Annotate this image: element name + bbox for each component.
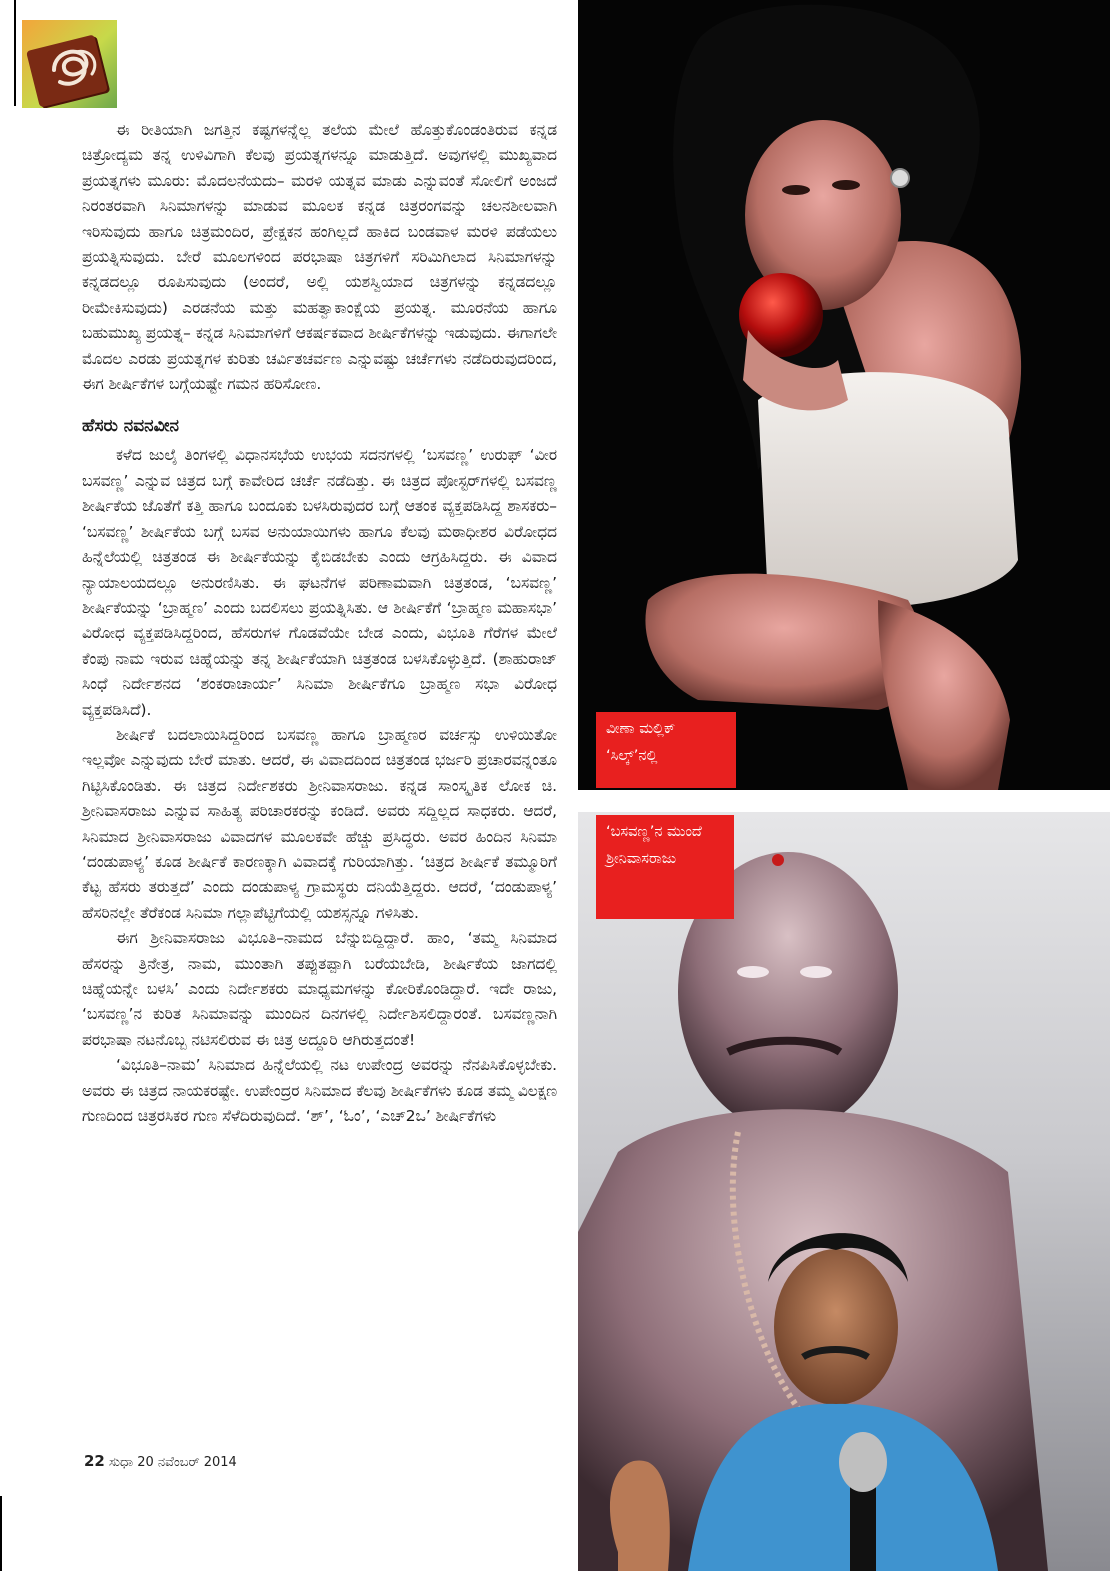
director-illustration xyxy=(578,812,1110,1571)
page-footer xyxy=(84,1452,237,1470)
issue-date: 20 ನವೆಂಬರ್ 2014 xyxy=(137,1455,237,1470)
photo-caption: ‘ಬಸವಣ್ಣ’ನ ಮುಂದೆ ಶ್ರೀನಿವಾಸರಾಜು xyxy=(596,815,734,919)
page-number: 22 xyxy=(84,1452,105,1470)
article-paragraph: ಕಳೆದ ಜುಲೈ ತಿಂಗಳಲ್ಲಿ ವಿಧಾನಸಭೆಯ ಉಭಯ ಸದನಗಳಲ್ಲಿ ‘ಬಸವಣ್ಣ’ ಉರುಫ್ ‘ವೀರ ಬಸವಣ್ಣ’ ಎನ್ನುವ ಚಿತ್ರದ ಬಗ್ಗೆ ಕಾವೇರಿದ ಚರ್ಚೆ ನಡೆದಿತ್ತು. ಈ ಚಿತ್ರದ ಪೋಸ್ಟರ್‌ಗಳಲ್ಲಿ ಬಸವಣ್ಣ ಶೀರ್ಷಿಕೆಯ ಜೊತೆಗೆ ಕತ್ತಿ ಹಾಗೂ ಬಂದೂಕು ಬಳಸಿರುವುದರ ಬಗ್ಗೆ ಆತಂಕ ವ್ಯಕ್ತಪಡಿಸಿದ್ದ ಶಾಸಕರು– ‘ಬಸವಣ್ಣ’ ಶೀರ್ಷಿಕೆಯ ಬಗ್ಗೆ ಬಸವ ಅನುಯಾಯಿಗಳು ಹಾಗೂ ಕೆಲವು ಮಠಾಧೀಶರ ವಿರೋಧದ ಹಿನ್ನೆಲೆಯಲ್ಲಿ ಚಿತ್ರತಂಡ ಈ ಶೀರ್ಷಿಕೆಯನ್ನು ಕೈಬಿಡಬೇಕು ಎಂದು ಆಗ್ರಹಿಸಿದ್ದರು. ಈ ವಿವಾದ ನ್ಯಾಯಾಲಯದಲ್ಲೂ ಅನುರಣಿಸಿತು. ಈ ಘಟನೆಗಳ ಪರಿಣಾಮವಾಗಿ ಚಿತ್ರತಂಡ, ‘ಬಸವಣ್ಣ’ ಶೀರ್ಷಿಕೆಯನ್ನು ‘ಬ್ರಾಹ್ಮಣ’ ಎಂದು ಬದಲಿಸಲು ಪ್ರಯತ್ನಿಸಿತು. ಆ ಶೀರ್ಷಿಕೆಗೆ ‘ಬ್ರಾಹ್ಮಣ ಮಹಾಸಭಾ’ ವಿರೋಧ ವ್ಯಕ್ತಪಡಿಸಿದ್ದರಿಂದ, ಹೆಸರುಗಳ ಗೊಡವೆಯೇ ಬೇಡ ಎಂದು, ವಿಭೂತಿ ಗೆರೆಗಳ ಮೇಲೆ ಕೆಂಪು ನಾಮ ಇರುವ ಚಿಹ್ನೆಯನ್ನು ತನ್ನ ಶೀರ್ಷಿಕೆಯಾಗಿ ಚಿತ್ರತಂಡ ಬಳಸಿಕೊಳ್ಳುತ್ತಿದೆ. (ಶಾಹುರಾಜ್ ಸಿಂಧೆ ನಿರ್ದೇಶನದ ‘ಶಂಕರಾಚಾರ್ಯ’ ಸಿನಿಮಾ ಶೀರ್ಷಿಕೆಗೂ ಬ್ರಾಹ್ಮಣ ಸಭಾ ವಿರೋಧ ವ್ಯಕ್ತಪಡಿಸಿದೆ). xyxy=(82,446,557,719)
article-paragraph: ಈಗ ಶ್ರೀನಿವಾಸರಾಜು ವಿಭೂತಿ–ನಾಮದ ಬೆನ್ನುಬಿದ್ದಿದ್ದಾರೆ. ಹಾಂ, ‘ತಮ್ಮ ಸಿನಿಮಾದ ಹೆಸರನ್ನು ತ್ರಿನೇತ್ರ, ನಾಮ, ಮುಂತಾಗಿ ತಪ್ಪುತಪ್ಪಾಗಿ ಬರೆಯಬೇಡಿ, ಶೀರ್ಷಿಕೆಯ ಜಾಗದಲ್ಲಿ ಚಿಹ್ನೆಯನ್ನೇ ಬಳಸಿ’ ಎಂದು ನಿರ್ದೇಶಕರು ಮಾಧ್ಯಮಗಳನ್ನು ಕೋರಿಕೊಂಡಿದ್ದಾರೆ. ಇದೇ ರಾಜು, ‘ಬಸವಣ್ಣ’ನ ಕುರಿತ ಸಿನಿಮಾವನ್ನು ಮುಂದಿನ ದಿನಗಳಲ್ಲಿ ನಿರ್ದೇಶಿಸಲಿದ್ದಾರಂತೆ. ಬಸವಣ್ಣನಾಗಿ ಪರಭಾಷಾ ನಟನೊಬ್ಬ ನಟಿಸಲಿರುವ ಈ ಚಿತ್ರ ಅದ್ದೂರಿ ಆಗಿರುತ್ತದಂತೆ! xyxy=(82,929,557,1049)
article-paragraph: ಶೀರ್ಷಿಕೆ ಬದಲಾಯಿಸಿದ್ದರಿಂದ ಬಸವಣ್ಣ ಹಾಗೂ ಬ್ರಾಹ್ಮಣರ ವರ್ಚಸ್ಸು ಉಳಿಯಿತೋ ಇಲ್ಲವೋ ಎನ್ನುವುದು ಬೇರೆ ಮಾತು. ಆದರೆ, ಈ ವಿವಾದದಿಂದ ಚಿತ್ರತಂಡ ಭರ್ಜರಿ ಪ್ರಚಾರವನ್ನಂತೂ ಗಿಟ್ಟಿಸಿಕೊಂಡಿತು. ಈ ಚಿತ್ರದ ನಿರ್ದೇಶಕರು ಶ್ರೀನಿವಾಸರಾಜು. ಕನ್ನಡ ಸಾಂಸ್ಕೃತಿಕ ಲೋಕ ಚಿ. ಶ್ರೀನಿವಾಸರಾಜು ಎನ್ನುವ ಸಾಹಿತ್ಯ ಪರಿಚಾರಕರನ್ನು ಕಂಡಿದೆ. ಅವರು ಸದ್ದಿಲ್ಲದ ಸಾಧಕರು. ಆದರೆ, ಸಿನಿಮಾದ ಶ್ರೀನಿವಾಸರಾಜು ವಿವಾದಗಳ ಮೂಲಕವೇ ಹೆಚ್ಚು ಪ್ರಸಿದ್ಧರು. ಅವರ ಹಿಂದಿನ ಸಿನಿಮಾ ‘ದಂಡುಪಾಳ್ಯ’ ಕೂಡ ಶೀರ್ಷಿಕೆ ಕಾರಣಕ್ಕಾಗಿ ವಿವಾದಕ್ಕೆ ಗುರಿಯಾಗಿತ್ತು. ‘ಚಿತ್ರದ ಶೀರ್ಷಿಕೆ ತಮ್ಮೂರಿಗೆ ಕೆಟ್ಟ ಹೆಸರು ತರುತ್ತದೆ’ ಎಂದು ದಂಡುಪಾಳ್ಯ ಗ್ರಾಮಸ್ಥರು ದನಿಯೆತ್ತಿದ್ದರು. ಆದರೆ, ‘ದಂಡುಪಾಳ್ಯ’ ಹೆಸರಿನಲ್ಲೇ ತೆರೆಕಂಡ ಸಿನಿಮಾ ಗಲ್ಲಾಪೆಟ್ಟಿಗೆಯಲ್ಲಿ ಯಶಸ್ಸನ್ನೂ ಗಳಿಸಿತು. xyxy=(82,725,557,922)
article-body xyxy=(82,118,557,1129)
photo-caption: ವೀಣಾ ಮಲ್ಲಿಕ್ ‘ಸಿಲ್ಕ್’ನಲ್ಲಿ xyxy=(596,712,736,788)
magazine-name: ಸುಧಾ xyxy=(109,1455,134,1470)
logo-swirl-icon xyxy=(46,40,104,92)
crop-mark xyxy=(14,0,16,106)
article-paragraph: ‘ವಿಭೂತಿ–ನಾಮ’ ಸಿನಿಮಾದ ಹಿನ್ನೆಲೆಯಲ್ಲಿ ನಟ ಉಪೇಂದ್ರ ಅವರನ್ನು ನೆನಪಿಸಿಕೊಳ್ಳಬೇಕು. ಅವರು ಈ ಚಿತ್ರದ ನಾಯಕರಷ್ಟೇ. ಉಪೇಂದ್ರರ ಸಿನಿಮಾದ ಕೆಲವು ಶೀರ್ಷಿಕೆಗಳು ಕೂಡ ತಮ್ಮ ವಿಲಕ್ಷಣ ಗುಣದಿಂದ ಚಿತ್ರರಸಿಕರ ಗುಣ ಸೆಳೆದಿರುವುದಿದೆ. ‘ಶ್’, ‘ಓಂ’, ‘ಎಚ್2ಒ’ ಶೀರ್ಷಿಕೆಗಳು xyxy=(82,1056,557,1126)
actress-illustration xyxy=(578,0,1110,790)
photo-actress xyxy=(578,0,1110,790)
photo-director xyxy=(578,812,1110,1571)
section-heading: ಹೆಸರು ನವನವೀನ xyxy=(82,416,179,437)
article-paragraph: ಈ ರೀತಿಯಾಗಿ ಜಗತ್ತಿನ ಕಷ್ಟಗಳನ್ನೆಲ್ಲ ತಲೆಯ ಮೇಲೆ ಹೊತ್ತುಕೊಂಡಂತಿರುವ ಕನ್ನಡ ಚಿತ್ರೋದ್ಯಮ ತನ್ನ ಉಳಿವಿಗಾಗಿ ಕೆಲವು ಪ್ರಯತ್ನಗಳನ್ನೂ ಮಾಡುತ್ತಿದೆ. ಅವುಗಳಲ್ಲಿ ಮುಖ್ಯವಾದ ಪ್ರಯತ್ನಗಳು ಮೂರು: ಮೊದಲನೆಯದು– ಮರಳಿ ಯತ್ನವ ಮಾಡು ಎನ್ನುವಂತೆ ಸೋಲಿಗೆ ಅಂಜದೆ ನಿರಂತರವಾಗಿ ಸಿನಿಮಾಗಳನ್ನು ಮಾಡುವ ಮೂಲಕ ಕನ್ನಡ ಚಿತ್ರರಂಗವನ್ನು ಚಲನಶೀಲವಾಗಿ ಇರಿಸುವುದು ಹಾಗೂ ಚಿತ್ರಮಂದಿರ, ಪ್ರೇಕ್ಷಕನ ಹಂಗಿಲ್ಲದೆ ಹಾಕಿದ ಬಂಡವಾಳ ಮರಳಿ ಪಡೆಯಲು ಪ್ರಯತ್ನಿಸುವುದು. ಬೇರೆ ಮೂಲಗಳಿಂದ ಪರಭಾಷಾ ಚಿತ್ರಗಳಿಗೆ ಸರಿಮಿಗಿಲಾದ ಸಿನಿಮಾಗಳನ್ನು ಕನ್ನಡದಲ್ಲೂ ರೂಪಿಸುವುದು (ಅಂದರೆ, ಅಲ್ಲಿ ಯಶಸ್ವಿಯಾದ ಚಿತ್ರಗಳನ್ನು ಕನ್ನಡದಲ್ಲೂ ರೀಮೇಕಿಸುವುದು) ಎರಡನೆಯ ಮತ್ತು ಮಹತ್ವಾಕಾಂಕ್ಷೆಯ ಪ್ರಯತ್ನ. ಮೂರನೆಯ ಹಾಗೂ ಬಹುಮುಖ್ಯ ಪ್ರಯತ್ನ– ಕನ್ನಡ ಸಿನಿಮಾಗಳಿಗೆ ಆಕರ್ಷಕವಾದ ಶೀರ್ಷಿಕೆಗಳನ್ನು ಇಡುವುದು. ಈಗಾಗಲೇ ಮೊದಲ ಎರಡು ಪ್ರಯತ್ನಗಳ ಕುರಿತು ಚರ್ವಿತಚರ್ವಣ ಎನ್ನುವಷ್ಟು ಚರ್ಚೆಗಳು ನಡೆದಿರುವುದರಿಂದ, ಈಗ ಶೀರ್ಷಿಕೆಗಳ ಬಗ್ಗೆಯಷ್ಟೇ ಗಮನ ಹರಿಸೋಣ. xyxy=(82,121,557,394)
section-logo xyxy=(22,20,117,108)
crop-mark xyxy=(0,1496,2,1571)
